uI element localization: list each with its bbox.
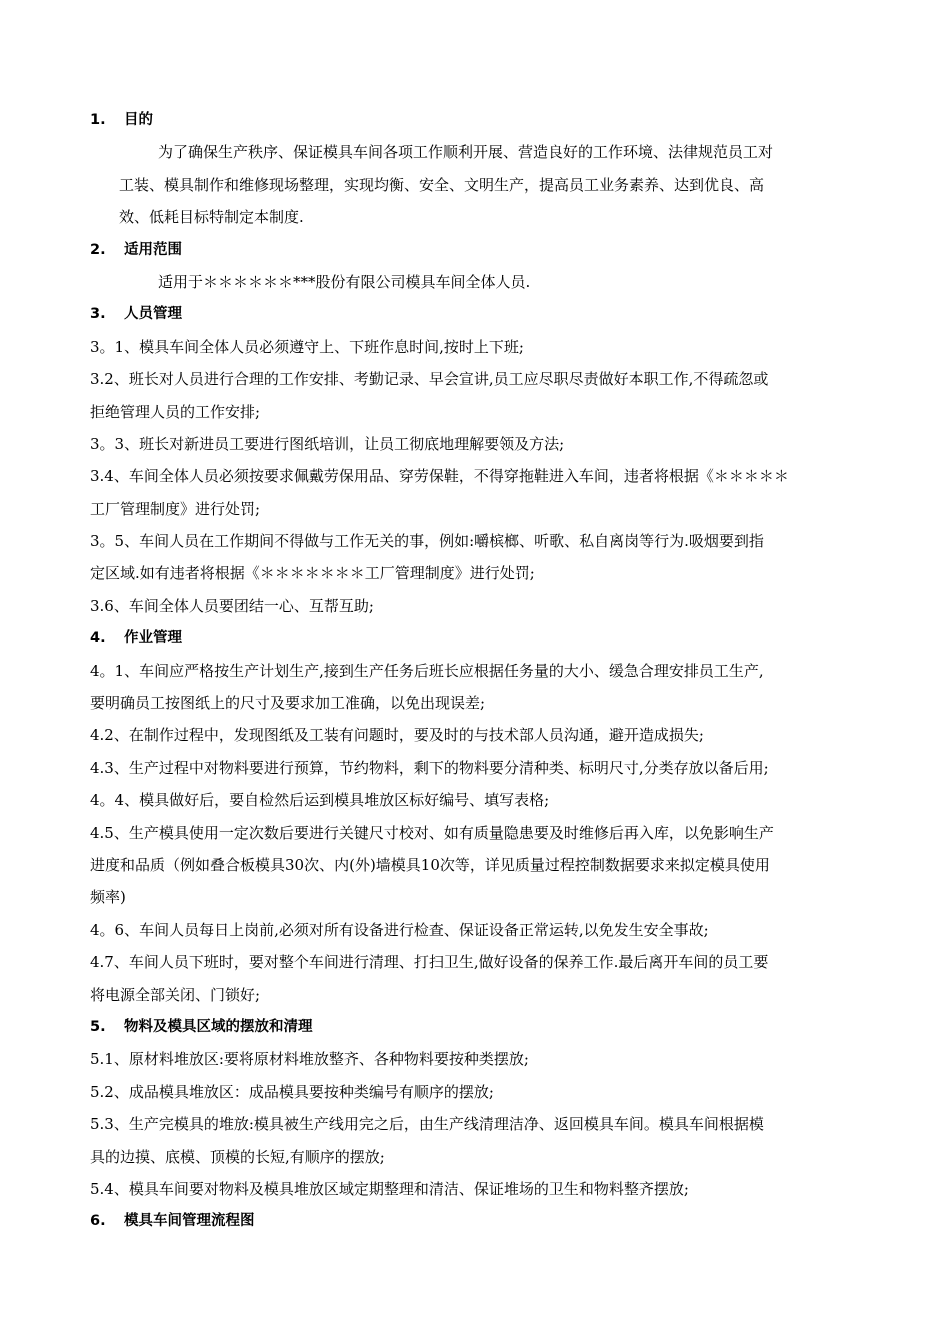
paragraph-line: 效、低耗目标特制定本制度. bbox=[119, 208, 304, 227]
paragraph-line: 适用于＊＊＊＊＊＊***股份有限公司模具车间全体人员. bbox=[158, 272, 531, 291]
list-item-5-3: 5.3、生产完模具的堆放:模具被生产线用完之后，由生产线清理洁净、返回模具车间。模具车间根据模 bbox=[90, 1115, 764, 1134]
list-item-5-4: 5.4、模具车间要对物料及模具堆放区域定期整理和清洁、保证堆场的卫生和物料整齐摆放; bbox=[90, 1179, 689, 1198]
list-item-4-4: 4。4、模具做好后，要自检然后运到模具堆放区标好编号、填写表格; bbox=[90, 791, 550, 810]
list-item-3-5: 3。5、车间人员在工作期间不得做与工作无关的事，例如:嚼槟榔、听歌、私自离岗等行为.吸烟要到指 bbox=[90, 532, 764, 551]
list-item-3-4: 3.4、车间全体人员必须按要求佩戴劳保用品、穿劳保鞋，不得穿拖鞋进入车间，违者将根据《＊＊＊＊＊ bbox=[90, 467, 789, 486]
section-title: 作业管理 bbox=[124, 630, 182, 647]
list-item-3-3: 3。3、班长对新进员工要进行图纸培训，让员工彻底地理解要领及方法; bbox=[90, 434, 565, 453]
list-item-3-4-cont: 工厂管理制度》进行处罚; bbox=[90, 499, 261, 518]
list-item-4-5-cont2: 频率) bbox=[90, 888, 126, 907]
section-number: 3. bbox=[90, 306, 106, 323]
list-item-4-5: 4.5、生产模具使用一定次数后要进行关键尺寸校对、如有质量隐患要及时维修后再入库，以免影响生产 bbox=[90, 823, 774, 842]
list-item-3-6: 3.6、车间全体人员要团结一心、互帮互助; bbox=[90, 596, 374, 615]
section-title: 适用范围 bbox=[124, 241, 182, 258]
section-number: 2. bbox=[90, 241, 106, 258]
section-title: 物料及模具区域的摆放和清理 bbox=[124, 1018, 313, 1035]
list-item-5-2: 5.2、成品模具堆放区：成品模具要按种类编号有顺序的摆放; bbox=[90, 1082, 494, 1101]
list-item-4-7-cont: 将电源全部关闭、门锁好; bbox=[90, 985, 261, 1004]
section-number: 4. bbox=[90, 630, 106, 647]
section-title: 模具车间管理流程图 bbox=[124, 1213, 255, 1230]
list-item-3-2: 3.2、班长对人员进行合理的工作安排、考勤记录、早会宣讲,员工应尽职尽责做好本职工作,不得疏忽或 bbox=[90, 370, 769, 389]
document-body bbox=[90, 104, 862, 1238]
section-heading-2 bbox=[90, 234, 862, 266]
paragraph-line: 为了确保生产秩序、保证模具车间各项工作顺利开展、营造良好的工作环境、法律规范员工对 bbox=[158, 143, 774, 162]
list-item-4-1-cont: 要明确员工按图纸上的尺寸及要求加工准确，以免出现误差; bbox=[90, 694, 486, 713]
list-item-4-6: 4。6、车间人员每日上岗前,必须对所有设备进行检查、保证设备正常运转,以免发生安全事故; bbox=[90, 920, 709, 939]
section-title: 人员管理 bbox=[124, 306, 182, 323]
section-heading-1 bbox=[90, 104, 862, 136]
paragraph-line: 工装、模具制作和维修现场整理，实现均衡、安全、文明生产，提高员工业务素养、达到优良、高 bbox=[119, 175, 765, 194]
section-heading-3 bbox=[90, 298, 862, 330]
list-item-3-2-cont: 拒绝管理人员的工作安排; bbox=[90, 402, 261, 421]
section-heading-4 bbox=[90, 622, 862, 654]
list-item-4-2: 4.2、在制作过程中，发现图纸及工装有问题时，要及时的与技术部人员沟通，避开造成损失; bbox=[90, 726, 704, 745]
section-title: 目的 bbox=[124, 112, 153, 128]
list-item-4-7: 4.7、车间人员下班时，要对整个车间进行清理、打扫卫生,做好设备的保养工作.最后离开车间的员工要 bbox=[90, 953, 769, 972]
section-heading-6 bbox=[90, 1205, 862, 1237]
list-item-3-1: 3。1、模具车间全体人员必须遵守上、下班作息时间,按时上下班; bbox=[90, 337, 524, 356]
section-number: 1. bbox=[90, 112, 106, 128]
section-number: 5. bbox=[90, 1018, 106, 1035]
list-item-4-1: 4。1、车间应严格按生产计划生产,接到生产任务后班长应根据任务量的大小、缓急合理安排员工生产, bbox=[90, 661, 764, 680]
list-item-3-5-cont: 定区域.如有违者将根据《＊＊＊＊＊＊＊工厂管理制度》进行处罚; bbox=[90, 564, 535, 583]
section-number: 6. bbox=[90, 1213, 106, 1230]
list-item-4-3: 4.3、生产过程中对物料要进行预算，节约物料，剩下的物料要分清种类、标明尺寸,分类存放以备后用; bbox=[90, 758, 769, 777]
list-item-5-1: 5.1、原材料堆放区:要将原材料堆放整齐、各种物料要按种类摆放; bbox=[90, 1050, 529, 1069]
section-heading-5 bbox=[90, 1011, 862, 1043]
list-item-4-5-cont: 进度和品质（例如叠合板模具30次、内(外)墙模具10次等，详见质量过程控制数据要求来拟定模具使用 bbox=[90, 855, 770, 874]
list-item-5-3-cont: 具的边摸、底模、顶模的长短,有顺序的摆放; bbox=[90, 1147, 385, 1166]
